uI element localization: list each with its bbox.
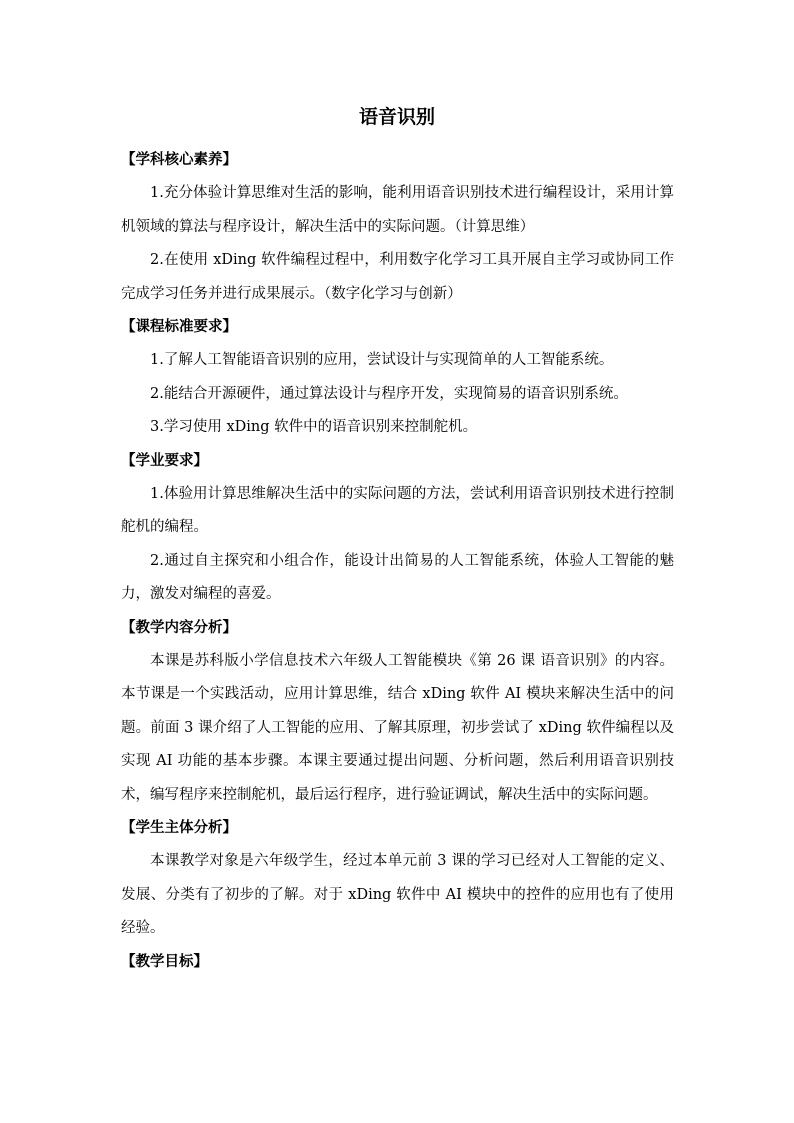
paragraph: 1.了解人工智能语音识别的应用，尝试设计与实现简单的人工智能系统。 [150, 352, 614, 368]
paragraph: 2.在使用 xDing 软件编程过程中，利用数字化学习工具开展自主学习或协同工作完成学习任务并进行成果展示。（数字化学习与创新） [121, 252, 674, 302]
document-title: 语音识别 [358, 106, 435, 128]
section-teaching-objectives [121, 946, 674, 979]
section-heading: 【学业要求】 [121, 452, 208, 469]
section-heading: 【学生主体分析】 [121, 820, 237, 836]
section-core-literacy [121, 144, 674, 311]
section-curriculum-standards [121, 311, 674, 445]
section-academic-requirements [121, 445, 674, 612]
section-heading: 【课程标准要求】 [121, 319, 237, 335]
paragraph: 本课教学对象是六年级学生，经过本单元前 3 课的学习已经对人工智能的定义、发展、分类有了初步的了解。对于 xDing 软件中 AI 模块中的控件的应用也有了使用经验。 [121, 853, 674, 936]
paragraph: 2.能结合开源硬件，通过算法设计与程序开发，实现简易的语音识别系统。 [150, 385, 628, 402]
section-content-analysis [121, 612, 674, 813]
document-body [121, 144, 674, 979]
paragraph: 本课是苏科版小学信息技术六年级人工智能模块《第 26 课 语音识别》的内容。本节课是一个实践活动，应用计算思维，结合 xDing 软件 AI 模块来解决生活中的问题。前面 3 课介绍了人工智能的应用、了解其原理，初步尝试了 xDing 软件编程以及实现 AI 功能的基本步骤。本课主要通过提出问题、分析问题，然后利用语音识别技术，编写程序来控制舵机，最后运行程序，进行验证调试，解决生活中的实际问题。 [121, 652, 674, 803]
section-student-analysis [121, 812, 674, 946]
section-heading: 【教学内容分析】 [121, 619, 237, 636]
paragraph: 3.学习使用 xDing 软件中的语音识别来控制舵机。 [150, 419, 478, 435]
paragraph: 1.充分体验计算思维对生活的影响，能利用语音识别技术进行编程设计，采用计算机领域的算法与程序设计，解决生活中的实际问题。（计算思维） [121, 185, 674, 235]
section-heading: 【学科核心素养】 [121, 152, 237, 168]
section-heading: 【教学目标】 [121, 953, 208, 970]
paragraph: 2.通过自主探究和小组合作，能设计出简易的人工智能系统，体验人工智能的魅力，激发对编程的喜爱。 [121, 552, 674, 602]
paragraph: 1.体验用计算思维解决生活中的实际问题的方法，尝试利用语音识别技术进行控制舵机的编程。 [121, 485, 674, 535]
